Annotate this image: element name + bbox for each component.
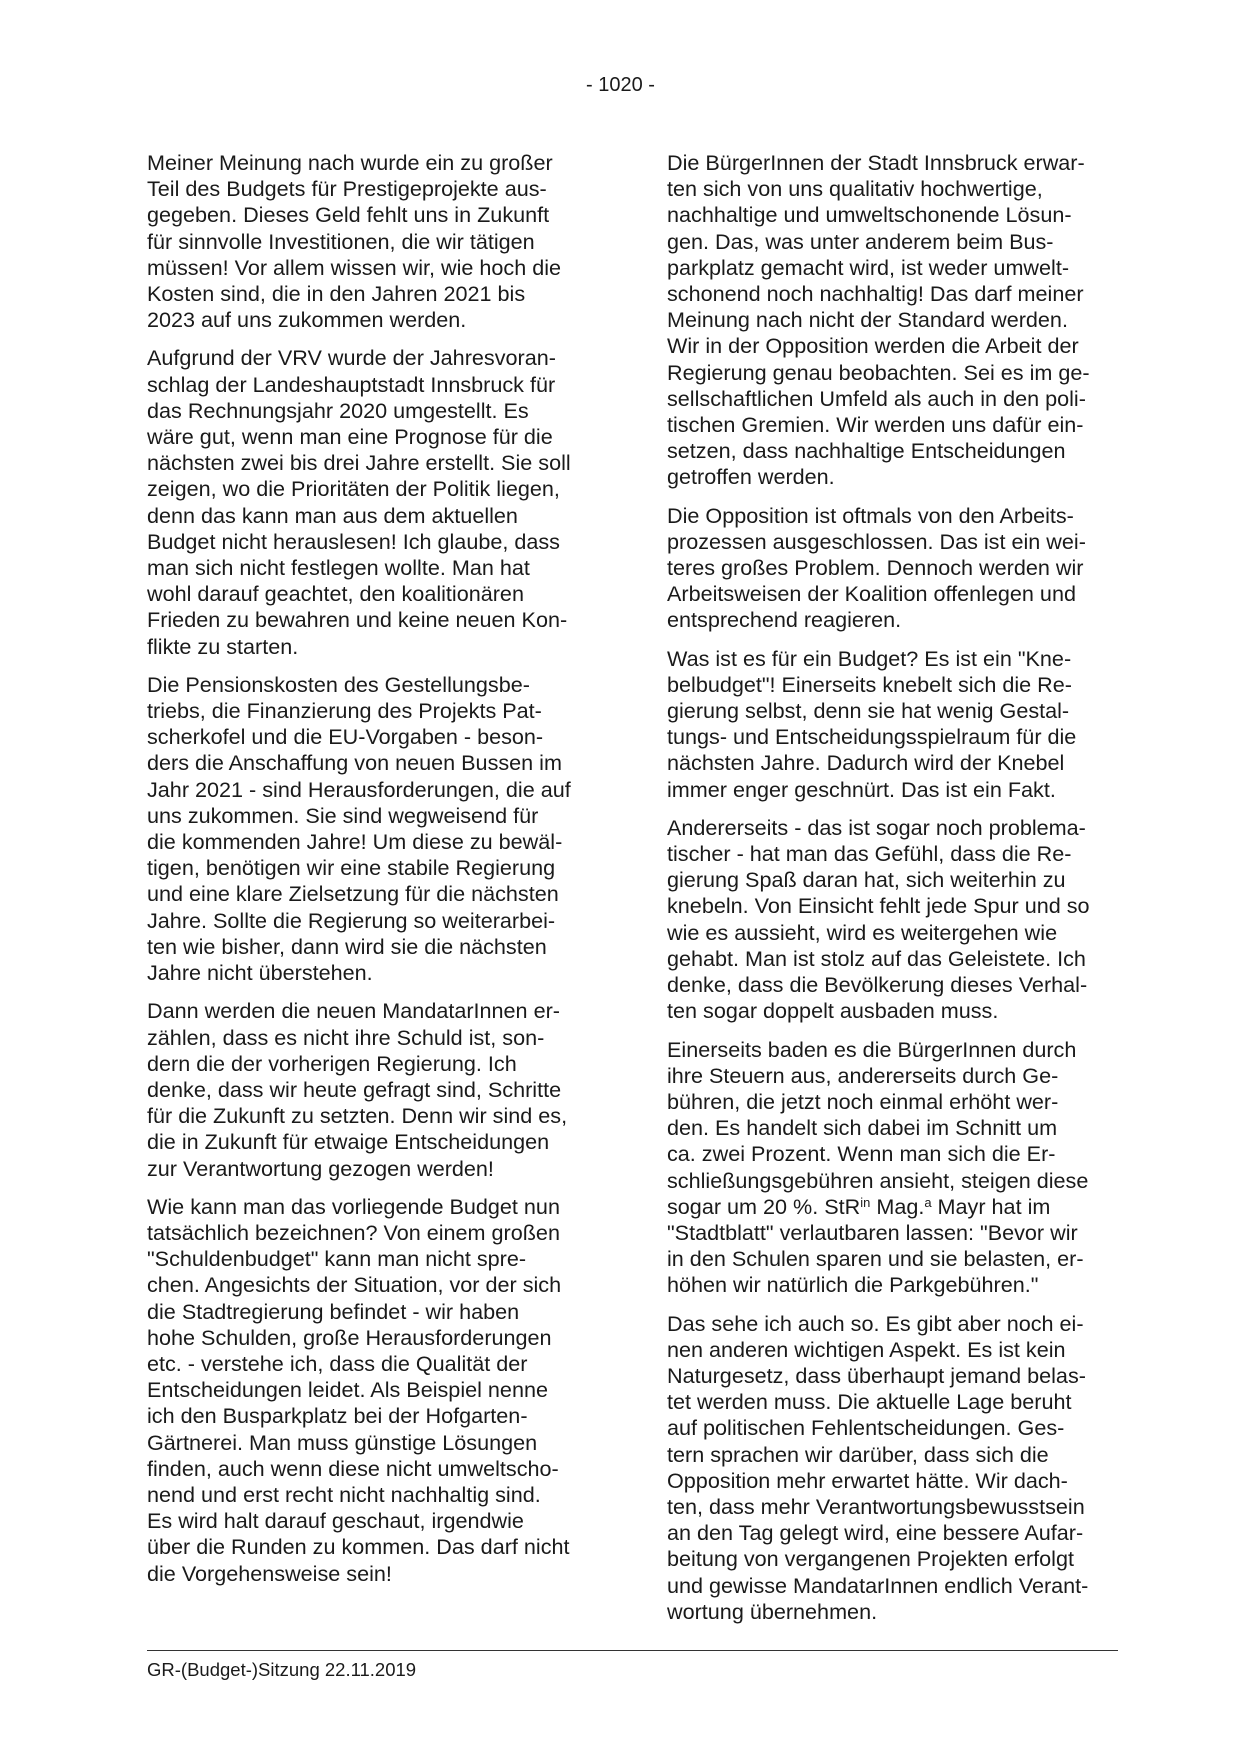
text-line: nächsten zwei bis drei Jahre erstellt. Sie soll bbox=[147, 450, 571, 476]
text-line: ich den Busparkplatz bei der Hofgarten- bbox=[147, 1403, 528, 1429]
text-line: Meiner Meinung nach wurde ein zu großer bbox=[147, 150, 553, 175]
text-line: schließungsgebühren ansieht, steigen diese bbox=[667, 1167, 1089, 1193]
text-line: und eine klare Zielsetzung für die nächsten bbox=[147, 881, 559, 907]
text-line: uns zukommen. Sie sind wegweisend für bbox=[147, 802, 539, 828]
text-line: teres großes Problem. Dennoch werden wir bbox=[667, 555, 1084, 581]
text-line: ders die Anschaffung von neuen Bussen im bbox=[147, 750, 562, 776]
right-column bbox=[667, 150, 1127, 1637]
text-line: Regierung genau beobachten. Sei es im ge- bbox=[667, 359, 1090, 385]
text-line: Gärtnerei. Man muss günstige Lösungen bbox=[147, 1429, 538, 1455]
text-line: ten, dass mehr Verantwortungsbewusstsein bbox=[667, 1493, 1085, 1519]
text-run: Mayr hat im bbox=[931, 1193, 1051, 1219]
superscript: in bbox=[860, 1194, 871, 1210]
text-line: gierung Spaß daran hat, sich weiterhin zu bbox=[667, 867, 1066, 893]
text-line bbox=[667, 1194, 1127, 1220]
paragraph bbox=[147, 345, 607, 659]
text-line: entsprechend reagieren. bbox=[667, 607, 902, 633]
text-line: schonend noch nachhaltig! Das darf meiner bbox=[667, 281, 1084, 307]
text-line: Aufgrund der VRV wurde der Jahresvoran- bbox=[147, 345, 556, 371]
text-line: gehabt. Man ist stolz auf das Geleistete. Ich bbox=[667, 945, 1086, 971]
paragraph bbox=[667, 1311, 1127, 1625]
text-line: wohl darauf geachtet, den koalitionären bbox=[147, 581, 524, 607]
text-line: Arbeitsweisen der Koalition offenlegen und bbox=[667, 581, 1076, 607]
text-line: Jahr 2021 - sind Herausforderungen, die auf bbox=[147, 776, 571, 802]
text-line: Wir in der Opposition werden die Arbeit der bbox=[667, 333, 1079, 359]
text-line: setzen, dass nachhaltige Entscheidungen bbox=[667, 438, 1066, 464]
text-line: die kommenden Jahre! Um diese zu bewäl- bbox=[147, 829, 563, 855]
paragraph bbox=[667, 815, 1127, 1025]
text-line: tungs- und Entscheidungsspielraum für die bbox=[667, 724, 1077, 750]
text-line: ca. zwei Prozent. Wenn man sich die Er- bbox=[667, 1141, 1056, 1167]
text-line: für sinnvolle Investitionen, die wir tätigen bbox=[147, 228, 535, 254]
text-line: Dann werden die neuen MandatarInnen er- bbox=[147, 998, 560, 1024]
text-line: ten sich von uns qualitativ hochwertige, bbox=[667, 176, 1043, 202]
text-line: denke, dass wir heute gefragt sind, Schritte bbox=[147, 1076, 562, 1102]
text-line: triebs, die Finanzierung des Projekts Pat- bbox=[147, 698, 542, 724]
text-line: über die Runden zu kommen. Das darf nicht bbox=[147, 1534, 570, 1560]
text-line: knebeln. Von Einsicht fehlt jede Spur und so bbox=[667, 893, 1090, 919]
text-line: "Schuldenbudget" kann man nicht spre- bbox=[147, 1246, 527, 1272]
paragraph bbox=[147, 1194, 607, 1587]
text-line: hohe Schulden, große Herausforderungen bbox=[147, 1324, 552, 1350]
text-line: Das sehe ich auch so. Es gibt aber noch ei- bbox=[667, 1310, 1084, 1336]
text-line: flikte zu starten. bbox=[147, 633, 299, 659]
text-line: das Rechnungsjahr 2020 umgestellt. Es bbox=[147, 397, 529, 423]
text-line: tigen, benötigen wir eine stabile Regierung bbox=[147, 855, 556, 881]
text-line: Naturgesetz, dass überhaupt jemand belas- bbox=[667, 1362, 1086, 1388]
text-line: wäre gut, wenn man eine Prognose für die bbox=[147, 424, 553, 450]
text-line: die in Zukunft für etwaige Entscheidungen bbox=[147, 1129, 550, 1155]
paragraph bbox=[147, 150, 607, 333]
text-line: beitung von vergangenen Projekten erfolgt bbox=[667, 1546, 1074, 1572]
left-column bbox=[147, 150, 607, 1599]
text-line: müssen! Vor allem wissen wir, wie hoch die bbox=[147, 254, 562, 280]
text-line: Einerseits baden es die BürgerInnen durch bbox=[667, 1036, 1077, 1062]
paragraph bbox=[667, 1037, 1127, 1299]
paragraph bbox=[667, 646, 1127, 803]
paragraph bbox=[667, 150, 1127, 491]
text-line: gierung selbst, denn sie hat wenig Gestal- bbox=[667, 698, 1070, 724]
text-line: auf politischen Fehlentscheidungen. Ges- bbox=[667, 1415, 1065, 1441]
text-line: Entscheidungen leidet. Als Beispiel nenne bbox=[147, 1377, 548, 1403]
text-line: "Stadtblatt" verlautbaren lassen: "Bevor wir bbox=[667, 1219, 1078, 1245]
text-line: höhen wir natürlich die Parkgebühren." bbox=[667, 1272, 1039, 1298]
text-line: Opposition mehr erwartet hätte. Wir dach- bbox=[667, 1467, 1068, 1493]
text-line: immer enger geschnürt. Das ist ein Fakt. bbox=[667, 776, 1056, 802]
text-line: prozessen ausgeschlossen. Das ist ein wei- bbox=[667, 528, 1086, 554]
text-line: finden, auch wenn diese nicht umweltscho- bbox=[147, 1455, 559, 1481]
text-line: chen. Angesichts der Situation, vor der sich bbox=[147, 1272, 562, 1298]
text-line: denn das kann man aus dem aktuellen bbox=[147, 502, 518, 528]
text-line: Jahre. Sollte die Regierung so weiterarbei- bbox=[147, 907, 556, 933]
text-line: zur Verantwortung gezogen werden! bbox=[147, 1155, 494, 1181]
text-line: ihre Steuern aus, andererseits durch Ge- bbox=[667, 1062, 1059, 1088]
text-line: nen anderen wichtigen Aspekt. Es ist kein bbox=[667, 1336, 1066, 1362]
text-line: getroffen werden. bbox=[667, 464, 835, 490]
text-line: in den Schulen sparen und sie belasten, er- bbox=[667, 1246, 1084, 1272]
text-line: Wie kann man das vorliegende Budget nun bbox=[147, 1193, 560, 1219]
footer-session-label: GR-(Budget-)Sitzung 22.11.2019 bbox=[147, 1659, 417, 1680]
text-line: ten sogar doppelt ausbaden muss. bbox=[667, 998, 999, 1024]
text-line: man sich nicht festlegen wollte. Man hat bbox=[147, 555, 530, 581]
text-line: dern die der vorherigen Regierung. Ich bbox=[147, 1050, 517, 1076]
text-line: tischer - hat man das Gefühl, dass die Re- bbox=[667, 841, 1072, 867]
text-line: zeigen, wo die Prioritäten der Politik liegen, bbox=[147, 476, 560, 502]
text-line: tet werden muss. Die aktuelle Lage beruht bbox=[667, 1389, 1072, 1415]
text-line: Kosten sind, die in den Jahren 2021 bis bbox=[147, 281, 526, 307]
paragraph bbox=[667, 503, 1127, 634]
text-line: wie es aussieht, wird es weitergehen wie bbox=[667, 919, 1058, 945]
text-line: den. Es handelt sich dabei im Schnitt um bbox=[667, 1115, 1058, 1141]
superscript: a bbox=[924, 1194, 932, 1210]
text-line: Budget nicht herauslesen! Ich glaube, dass bbox=[147, 528, 560, 554]
text-line: tatsächlich bezeichnen? Von einem großen bbox=[147, 1219, 560, 1245]
text-line: Die Pensionskosten des Gestellungsbe- bbox=[147, 671, 530, 697]
text-line: nachhaltige und umweltschonende Lösun- bbox=[667, 202, 1072, 228]
text-line: denke, dass die Bevölkerung dieses Verhal- bbox=[667, 972, 1088, 998]
text-line: nend und erst recht nicht nachhaltig sind. bbox=[147, 1481, 541, 1507]
text-line: gegeben. Dieses Geld fehlt uns in Zukunft bbox=[147, 202, 550, 228]
text-line: Die BürgerInnen der Stadt Innsbruck erwar- bbox=[667, 150, 1085, 175]
text-line: tischen Gremien. Wir werden uns dafür ein- bbox=[667, 412, 1084, 438]
text-line: für die Zukunft zu setzten. Denn wir sind es, bbox=[147, 1103, 568, 1129]
text-line: nächsten Jahre. Dadurch wird der Knebel bbox=[667, 750, 1065, 776]
text-line: ten wie bisher, dann wird sie die nächsten bbox=[147, 933, 547, 959]
text-line: belbudget"! Einerseits knebelt sich die Re- bbox=[667, 671, 1072, 697]
text-line: an den Tag gelegt wird, eine bessere Aufar- bbox=[667, 1520, 1084, 1546]
text-line: wortung übernehmen. bbox=[667, 1598, 878, 1624]
text-run: Mag. bbox=[870, 1193, 925, 1219]
text-line: parkplatz gemacht wird, ist weder umwelt- bbox=[667, 254, 1070, 280]
text-line: die Vorgehensweise sein! bbox=[147, 1560, 392, 1586]
text-line: Meinung nach nicht der Standard werden. bbox=[667, 307, 1068, 333]
text-line: bühren, die jetzt noch einmal erhöht wer- bbox=[667, 1088, 1059, 1114]
text-line: Es wird halt darauf geschaut, irgendwie bbox=[147, 1508, 524, 1534]
text-line: Teil des Budgets für Prestigeprojekte aus- bbox=[147, 176, 547, 202]
text-line: 2023 auf uns zukommen werden. bbox=[147, 307, 467, 333]
text-line: Was ist es für ein Budget? Es ist ein "Kne- bbox=[667, 645, 1072, 671]
text-line: Andererseits - das ist sogar noch problema- bbox=[667, 814, 1086, 840]
text-line: die Stadtregierung befindet - wir haben bbox=[147, 1298, 520, 1324]
text-line: Jahre nicht überstehen. bbox=[147, 960, 373, 986]
paragraph bbox=[147, 672, 607, 986]
text-run: sogar um 20 %. StR bbox=[667, 1193, 861, 1219]
text-line: Die Opposition ist oftmals von den Arbeits- bbox=[667, 502, 1074, 528]
text-line: tern sprachen wir darüber, dass sich die bbox=[667, 1441, 1049, 1467]
footer-divider bbox=[147, 1650, 1118, 1651]
text-line: und gewisse MandatarInnen endlich Verant- bbox=[667, 1572, 1089, 1598]
text-line: scherkofel und die EU-Vorgaben - beson- bbox=[147, 724, 544, 750]
paragraph bbox=[147, 998, 607, 1181]
text-line: sellschaftlichen Umfeld als auch in den poli- bbox=[667, 385, 1086, 411]
text-line: etc. - verstehe ich, dass die Qualität der bbox=[147, 1350, 528, 1376]
page-number: - 1020 - bbox=[586, 74, 655, 96]
text-line: gen. Das, was unter anderem beim Bus- bbox=[667, 228, 1054, 254]
text-line: schlag der Landeshauptstadt Innsbruck für bbox=[147, 371, 556, 397]
text-line: Frieden zu bewahren und keine neuen Kon- bbox=[147, 607, 568, 633]
text-line: zählen, dass es nicht ihre Schuld ist, son- bbox=[147, 1024, 545, 1050]
